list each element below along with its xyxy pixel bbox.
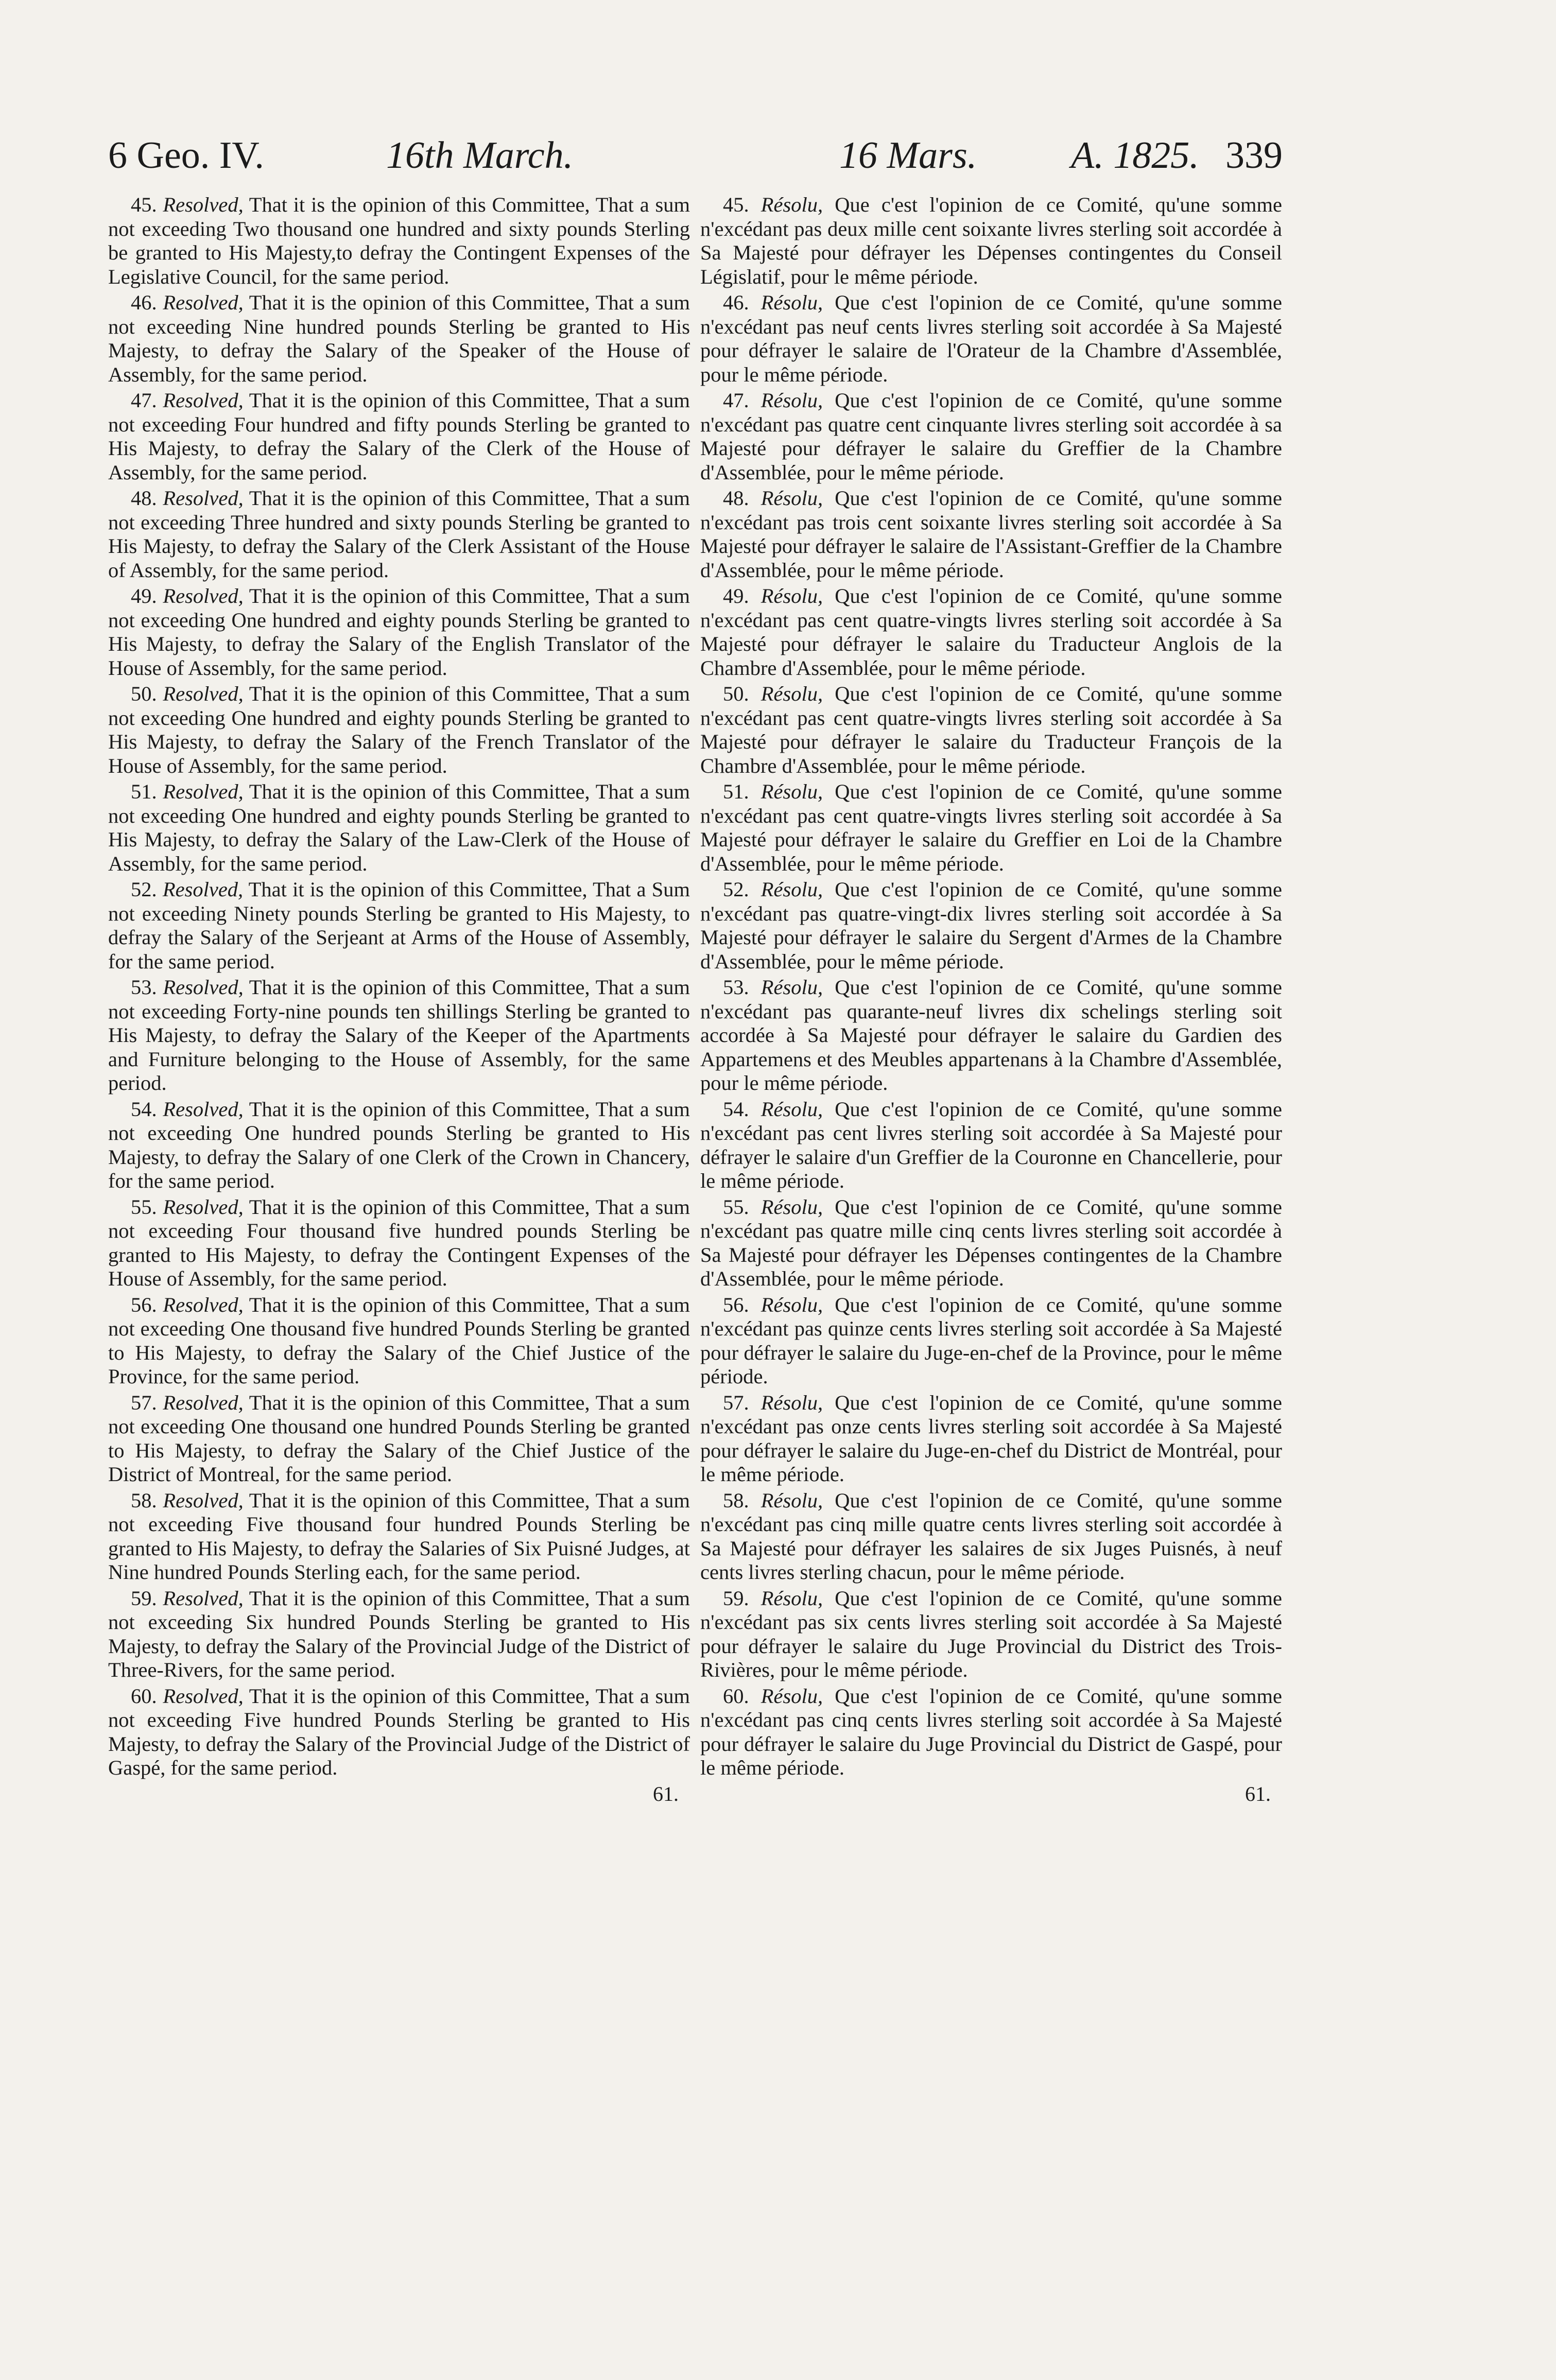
french-resolution-58: [700, 1489, 1282, 1585]
resolution-keyword: Resolved,: [163, 780, 244, 803]
resolution-keyword: Résolu,: [760, 487, 823, 510]
resolution-keyword: Résolu,: [760, 780, 823, 803]
resolution-text: That it is the opinion of this Committee, That a sum not exceeding Three hundred and sixty pounds Sterling be granted to His Majesty, to defray the Salary of the Clerk Assistant of the House of Assembly, for the same period.: [108, 487, 690, 582]
resolution-number: 46.: [131, 291, 157, 314]
resolution-keyword: Resolved,: [163, 389, 244, 412]
resolution-keyword: Resolved,: [163, 1391, 244, 1414]
french-resolution-50: [700, 682, 1282, 778]
english-resolution-55: [108, 1195, 690, 1291]
resolution-number: 49.: [723, 584, 749, 607]
resolution-keyword: Résolu,: [760, 1293, 823, 1316]
resolution-text: Que c'est l'opinion de ce Comité, qu'une somme n'excédant pas neuf cents livres sterling soit accordée à Sa Majesté pour défrayer le salaire de l'Orateur de la Chambre d'Assemblée, pour le même période.: [700, 291, 1283, 386]
date-english: 16th March.: [386, 134, 574, 177]
resolution-text: Que c'est l'opinion de ce Comité, qu'une somme n'excédant pas cent quatre-vingts livres sterling soit accordée à Sa Majesté pour défrayer le salaire du Traducteur François de la Chambre d'Assemblée, pour le même période.: [700, 682, 1283, 777]
resolution-keyword: Résolu,: [760, 193, 823, 216]
resolution-number: 45.: [131, 193, 157, 216]
english-resolution-58: [108, 1489, 690, 1585]
english-resolution-48: [108, 487, 690, 582]
resolution-text: Que c'est l'opinion de ce Comité, qu'une somme n'excédant pas six cents livres sterling soit accordée à Sa Majesté pour défrayer le salaire du Juge Provincial du District des Trois-Rivières, pour le même période.: [700, 1586, 1283, 1681]
resolution-keyword: Resolved,: [163, 487, 244, 510]
resolution-text: Que c'est l'opinion de ce Comité, qu'une somme n'excédant pas cent quatre-vingts livres sterling soit accordée à Sa Majesté pour défrayer le salaire du Greffier en Loi de la Chambre d'Assemblée, pour le même période.: [700, 780, 1283, 875]
resolution-text: That it is the opinion of this Committee, That a sum not exceeding Four thousand five hundred pounds Sterling be granted to His Majesty, to defray the Contingent Expenses of the House of Assembly, for the same period.: [108, 1195, 690, 1290]
resolution-keyword: Résolu,: [760, 1391, 823, 1414]
english-resolution-46: [108, 291, 690, 387]
french-resolution-54: [700, 1098, 1282, 1193]
french-resolution-55: [700, 1195, 1282, 1291]
resolution-keyword: Résolu,: [760, 389, 823, 412]
resolution-text: That it is the opinion of this Committee, That a sum not exceeding One hundred and eighty pounds Sterling be granted to His Majesty, to defray the Salary of the Law-Clerk of the House of Assembly, for the same period.: [108, 780, 690, 875]
english-resolution-51: [108, 780, 690, 876]
french-resolution-47: [700, 389, 1282, 484]
resolution-number: 48.: [131, 487, 157, 510]
resolution-text: Que c'est l'opinion de ce Comité, qu'une somme n'excédant pas cinq mille quatre cents livres sterling soit accordée à Sa Majesté pour défrayer les salaires de six Juges Puisnés, à neuf cents livres sterling chacun, pour le même période.: [700, 1488, 1283, 1584]
resolution-keyword: Resolved,: [163, 1586, 244, 1610]
resolution-text: Que c'est l'opinion de ce Comité, qu'une somme n'excédant pas deux mille cent soixante livres sterling soit accordée à Sa Majesté pour défrayer les Dépenses contingentes du Conseil Législatif, pour le même période.: [700, 193, 1283, 288]
resolution-text: That it is the opinion of this Committee, That a Sum not exceeding Ninety pounds Sterling be granted to His Majesty, to defray the Salary of the Serjeant at Arms of the House of Assembly, for the same period.: [108, 878, 690, 973]
resolution-text: That it is the opinion of this Committee, That a sum not exceeding One thousand five hundred Pounds Sterling be granted to His Majesty, to defray the Salary of the Chief Justice of the Province, for the same period.: [108, 1293, 690, 1388]
resolution-number: 55.: [723, 1195, 749, 1219]
french-resolution-49: [700, 584, 1282, 680]
french-resolution-59: [700, 1587, 1282, 1682]
french-resolution-53: [700, 976, 1282, 1096]
resolution-number: 46.: [723, 291, 749, 314]
english-resolution-45: [108, 193, 690, 289]
resolution-text: That it is the opinion of this Committee, That a sum not exceeding One hundred and eighty pounds Sterling be granted to His Majesty, to defray the Salary of the French Translator of the House of Assembly, for the same period.: [108, 682, 690, 777]
resolution-text: Que c'est l'opinion de ce Comité, qu'une somme n'excédant pas quatre-vingt-dix livres sterling soit accordée à Sa Majesté pour défrayer le salaire du Sergent d'Armes de la Chambre d'Assemblée, pour le même période.: [700, 878, 1283, 973]
page-number: 339: [1225, 134, 1283, 177]
resolution-text: That it is the opinion of this Committee, That a sum not exceeding Forty-nine pounds ten shillings Sterling be granted to His Majesty, to defray the Salary of the Keeper of the Apartments and Furniture belonging to the House of Assembly, for the same period.: [108, 976, 690, 1095]
french-resolution-60: [700, 1684, 1282, 1780]
resolution-keyword: Résolu,: [760, 1586, 823, 1610]
english-catchword: 61.: [653, 1782, 679, 1805]
resolution-keyword: Resolved,: [163, 584, 244, 607]
english-resolution-56: [108, 1293, 690, 1389]
resolution-text: That it is the opinion of this Committee, That a sum not exceeding Six hundred Pounds Sterling be granted to His Majesty, to defray the Salary of the Provincial Judge of the District of Three-Rivers, for the same period.: [108, 1586, 690, 1681]
resolution-keyword: Resolved,: [163, 1195, 244, 1219]
resolution-number: 52.: [723, 878, 749, 901]
english-resolution-47: [108, 389, 690, 484]
resolution-number: 55.: [131, 1195, 157, 1219]
resolution-text: That it is the opinion of this Committee, That a sum not exceeding Four hundred and fifty pounds Sterling be granted to His Majesty, to defray the Salary of the Clerk of the House of Assembly, for the same period.: [108, 389, 690, 484]
french-resolution-46: [700, 291, 1282, 387]
year: A. 1825.: [1071, 134, 1199, 177]
resolution-number: 50.: [131, 682, 157, 705]
resolution-number: 57.: [723, 1391, 749, 1414]
resolution-text: Que c'est l'opinion de ce Comité, qu'une somme n'excédant pas cinq cents livres sterling soit accordée à Sa Majesté pour défrayer le salaire du Juge Provincial du District de Gaspé, pour le même période.: [700, 1684, 1283, 1779]
resolution-keyword: Résolu,: [760, 1684, 823, 1708]
resolution-keyword: Résolu,: [760, 1097, 823, 1121]
resolution-number: 50.: [723, 682, 749, 705]
english-resolution-49: [108, 584, 690, 680]
english-resolution-54: [108, 1098, 690, 1193]
resolution-keyword: Resolved,: [163, 193, 244, 216]
english-resolution-59: [108, 1587, 690, 1682]
resolution-number: 48.: [723, 487, 749, 510]
english-resolution-53: [108, 976, 690, 1096]
french-resolution-51: [700, 780, 1282, 876]
resolution-text: Que c'est l'opinion de ce Comité, qu'une somme n'excédant pas quatre mille cinq cents livres sterling soit accordée à Sa Majesté pour défrayer les Dépenses contingentes de la Chambre d'Assemblée, pour le même période.: [700, 1195, 1283, 1290]
resolution-number: 59.: [131, 1586, 157, 1610]
french-resolution-57: [700, 1391, 1282, 1487]
resolution-number: 56.: [723, 1293, 749, 1316]
english-resolution-60: [108, 1684, 690, 1780]
resolution-number: 52.: [131, 878, 157, 901]
resolution-number: 56.: [131, 1293, 157, 1316]
resolution-number: 47.: [723, 389, 749, 412]
resolution-number: 60.: [723, 1684, 749, 1708]
resolution-keyword: Résolu,: [760, 1488, 823, 1512]
resolution-number: 51.: [723, 780, 749, 803]
resolution-text: Que c'est l'opinion de ce Comité, qu'une somme n'excédant pas onze cents livres sterling soit accordée à Sa Majesté pour défrayer le salaire du Juge-en-chef du District de Montréal, pour le même période.: [700, 1391, 1283, 1486]
resolution-text: That it is the opinion of this Committee, That a sum not exceeding One hundred pounds Sterling be granted to His Majesty, to defray the Salary of one Clerk of the Crown in Chancery, for the same period.: [108, 1097, 690, 1192]
resolution-keyword: Résolu,: [760, 584, 823, 607]
resolution-keyword: Resolved,: [163, 682, 244, 705]
resolution-keyword: Resolved,: [163, 1097, 244, 1121]
resolution-text: Que c'est l'opinion de ce Comité, qu'une somme n'excédant pas cent livres sterling soit accordée à Sa Majesté pour défrayer le salaire d'un Greffier de la Couronne en Chancellerie, pour le même période.: [700, 1097, 1283, 1192]
resolution-keyword: Résolu,: [760, 682, 823, 705]
resolution-number: 54.: [131, 1097, 157, 1121]
resolution-number: 58.: [723, 1488, 749, 1512]
resolution-text: Que c'est l'opinion de ce Comité, qu'une somme n'excédant pas quarante-neuf livres dix schelings sterling soit accordée à Sa Majesté pour défrayer le salaire du Gardien des Appartemens et des Meubles appartenans à la Chambre d'Assemblée, pour le même période.: [700, 976, 1283, 1095]
english-resolution-57: [108, 1391, 690, 1487]
resolution-text: Que c'est l'opinion de ce Comité, qu'une somme n'excédant pas quatre cent cinquante livres sterling soit accordée à sa Majesté pour défrayer le salaire du Greffier de la Chambre d'Assemblée, pour le même période.: [700, 389, 1283, 484]
french-catchword: 61.: [1245, 1782, 1271, 1805]
resolution-text: That it is the opinion of this Committee, That a sum not exceeding One hundred and eighty pounds Sterling be granted to His Majesty, to defray the Salary of the English Translator of the House of Assembly, for the same period.: [108, 584, 690, 680]
resolution-text: That it is the opinion of this Committee, That a sum not exceeding Two thousand one hundred and sixty pounds Sterling be granted to His Majesty,to defray the Contingent Expenses of the Legislative Council, for the same period.: [108, 193, 690, 288]
date-french: 16 Mars.: [839, 134, 977, 177]
french-resolution-45: [700, 193, 1282, 289]
resolution-number: 47.: [131, 389, 157, 412]
resolution-number: 59.: [723, 1586, 749, 1610]
english-resolution-52: [108, 878, 690, 974]
resolution-keyword: Résolu,: [760, 1195, 823, 1219]
resolution-number: 58.: [131, 1488, 157, 1512]
resolution-keyword: Resolved,: [162, 878, 244, 901]
running-header: [108, 130, 1303, 181]
english-column: [108, 193, 690, 1806]
resolution-number: 53.: [723, 976, 749, 999]
resolution-number: 57.: [131, 1391, 157, 1414]
resolution-text: Que c'est l'opinion de ce Comité, qu'une somme n'excédant pas cent quatre-vingts livres sterling soit accordée à Sa Majesté pour défrayer le salaire du Traducteur Anglois de la Chambre d'Assemblée, pour le même période.: [700, 584, 1283, 680]
resolution-number: 53.: [131, 976, 157, 999]
english-resolution-50: [108, 682, 690, 778]
resolution-number: 60.: [131, 1684, 157, 1708]
french-column: [700, 193, 1282, 1806]
regnal-year: 6 Geo. IV.: [108, 134, 264, 177]
resolution-keyword: Résolu,: [760, 976, 823, 999]
french-resolution-52: [700, 878, 1282, 974]
resolution-text: That it is the opinion of this Committee, That a sum not exceeding Five thousand four hundred Pounds Sterling be granted to His Majesty, to defray the Salaries of Six Puisné Judges, at Nine hundred Pounds Sterling each, for the same period.: [108, 1488, 690, 1584]
french-resolution-48: [700, 487, 1282, 582]
resolution-number: 54.: [723, 1097, 749, 1121]
resolution-keyword: Resolved,: [163, 976, 244, 999]
resolution-keyword: Résolu,: [760, 878, 823, 901]
resolution-number: 49.: [131, 584, 157, 607]
resolution-keyword: Resolved,: [163, 1684, 244, 1708]
french-resolution-56: [700, 1293, 1282, 1389]
resolution-number: 45.: [723, 193, 749, 216]
resolution-keyword: Resolved,: [163, 1293, 244, 1316]
resolution-keyword: Resolved,: [163, 1488, 244, 1512]
resolution-text: That it is the opinion of this Committee, That a sum not exceeding Nine hundred pounds Sterling be granted to His Majesty, to defray the Salary of the Speaker of the House of Assembly, for the same period.: [108, 291, 690, 386]
resolution-text: That it is the opinion of this Committee, That a sum not exceeding Five hundred Pounds Sterling be granted to His Majesty, to defray the Salary of the Provincial Judge of the District of Gaspé, for the same period.: [108, 1684, 690, 1779]
resolution-number: 51.: [131, 780, 157, 803]
resolution-text: Que c'est l'opinion de ce Comité, qu'une somme n'excédant pas trois cent soixante livres sterling soit accordée à Sa Majesté pour défrayer le salaire de l'Assistant-Greffier de la Chambre d'Assemblée, pour le même période.: [700, 487, 1283, 582]
resolution-keyword: Resolved,: [163, 291, 244, 314]
resolution-text: Que c'est l'opinion de ce Comité, qu'une somme n'excédant pas quinze cents livres sterling soit accordée à Sa Majesté pour défrayer le salaire du Juge-en-chef de la Province, pour le même période.: [700, 1293, 1283, 1388]
resolution-text: That it is the opinion of this Committee, That a sum not exceeding One thousand one hundred Pounds Sterling be granted to His Majesty, to defray the Salary of the Chief Justice of the District of Montreal, for the same period.: [108, 1391, 690, 1486]
resolution-keyword: Résolu,: [760, 291, 823, 314]
